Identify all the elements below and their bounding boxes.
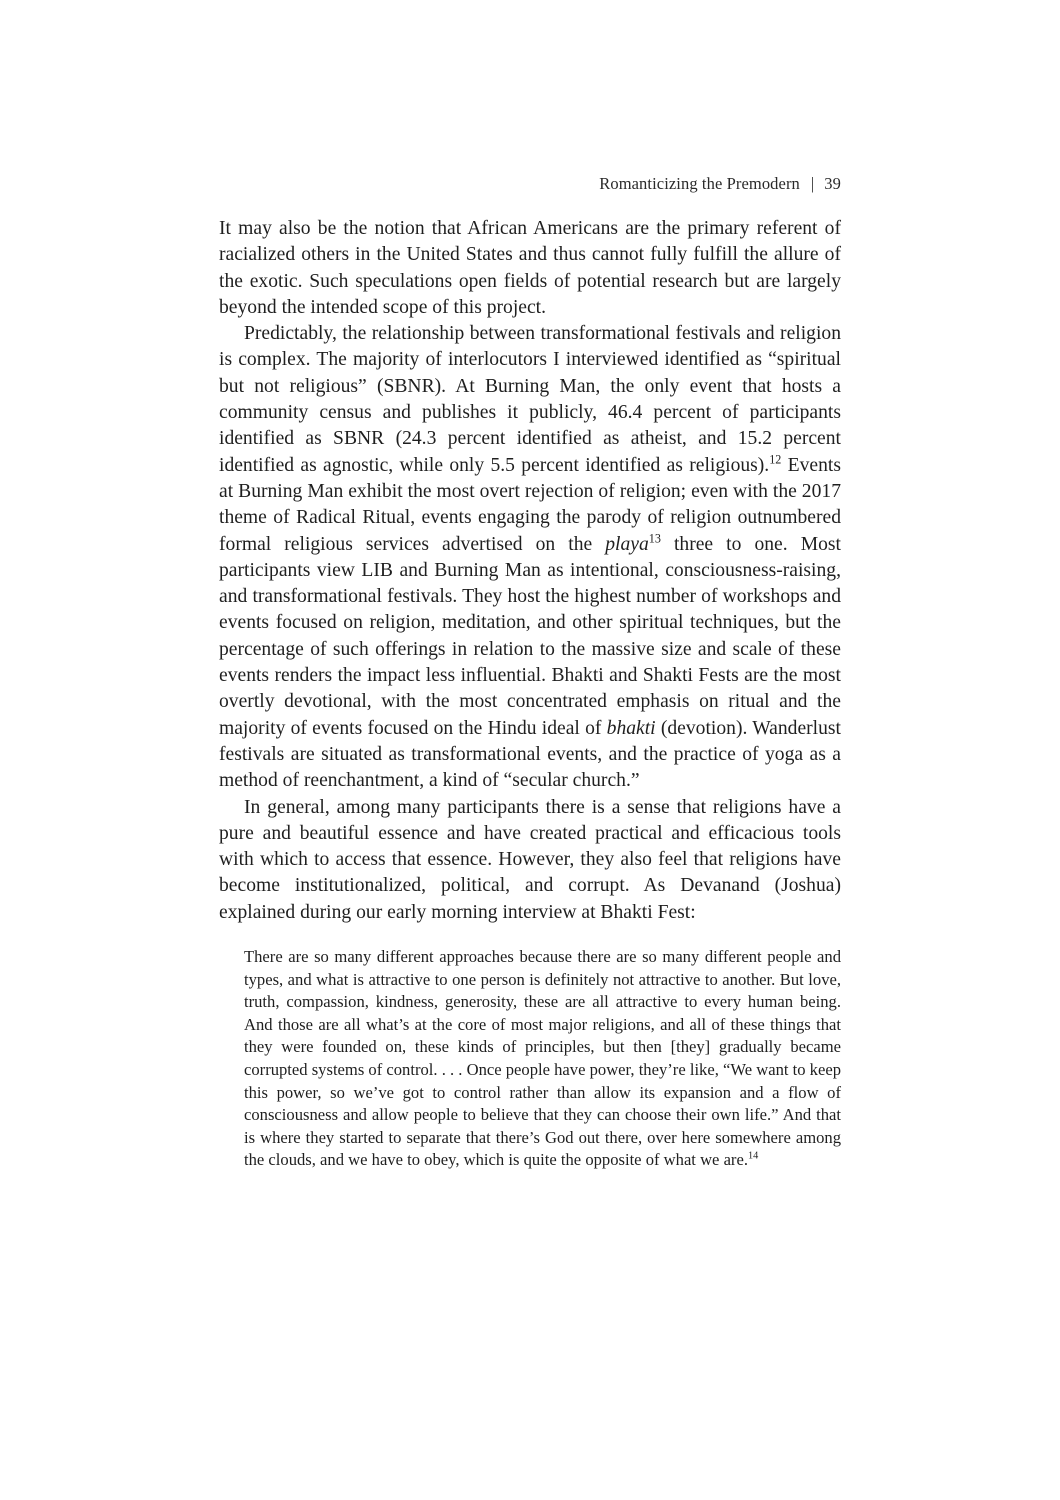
italic-term-bhakti: bhakti xyxy=(606,717,656,739)
body-text xyxy=(219,216,841,1172)
paragraph-2 xyxy=(219,321,841,794)
footnote-ref-14[interactable]: 14 xyxy=(747,1150,759,1162)
footnote-ref-13[interactable]: 13 xyxy=(648,531,661,546)
italic-term-playa: playa xyxy=(605,533,649,555)
footnote-ref-12[interactable]: 12 xyxy=(769,452,782,467)
running-title: Romanticizing the Premodern xyxy=(599,174,800,193)
paragraph-2-text-d: (devotion). Wanderlust festivals are situated as transformational events, and the practice of yoga as a method of reenchantment, a kind of “secular church.” xyxy=(219,717,841,792)
paragraph-2-text-a: Predictably, the relationship between transformational festivals and religion is complex. The majority of interlocutors I interviewed identified as “spiritual but not religious” (SBNR). At Burning Man, the only event that hosts a community census and publishes it publicly, 46.4 percent of participants identified as SBNR (24.3 percent identified as atheist, and 15.2 percent identified as agnostic, while only 5.5 percent identified as religious). xyxy=(219,323,841,476)
block-quote xyxy=(244,946,841,1172)
running-header xyxy=(599,174,841,194)
paragraph-2-text-c: three to one. Most participants view LIB and Burning Man as intentional, consciousness-raising, and transformational festivals. They host the highest number of workshops and events focused on religion, meditation, and other spiritual techniques, but the percentage of such offerings in relation to the massive size and scale of these events renders the impact less influential. Bhakti and Shakti Fests are the most overtly devotional, with the most concentrated emphasis on ritual and the majority of events focused on the Hindu ideal of xyxy=(219,533,841,739)
page-number: 39 xyxy=(824,174,841,193)
paragraph-3: In general, among many participants there is a sense that religions have a pure and beautiful essence and have created practical and efficacious tools with which to access that essence. However, they also feel that religions have become institutionalized, political, and corrupt. As Devanand (Joshua) explained during our early morning interview at Bhakti Fest: xyxy=(219,796,841,923)
paragraph-1: It may also be the notion that African Americans are the primary referent of racialized others in the United States and thus cannot fully fulfill the allure of the exotic. Such speculations open fields of potential research but are largely beyond the intended scope of this project. xyxy=(219,218,841,318)
paragraph-2-text-b: Events at Burning Man exhibit the most overt rejection of religion; even with the 2017 theme of Radical Ritual, events engaging the parody of religion outnumbered formal religious services advertised on the xyxy=(219,454,841,555)
header-separator: | xyxy=(810,174,815,193)
block-quote-text: There are so many different approaches because there are so many different people and types, and what is attractive to one person is definitely not attractive to another. But love, truth, compassion, kindness, generosity, these are all attractive to every human being. And those are all what’s at the core of most major religions, and all of these things that they were founded on, these kinds of principles, but then [they] gradually became corrupted systems of control. . . . Once people have power, they’re like, “We want to keep this power, so we’ve got to control rather than allow its expansion and a flow of consciousness and allow people to believe that they can choose their own life.” And that is where they started to separate that there’s God out there, over here somewhere among the clouds, and we have to obey, which is quite the opposite of what we are. xyxy=(244,947,842,1170)
